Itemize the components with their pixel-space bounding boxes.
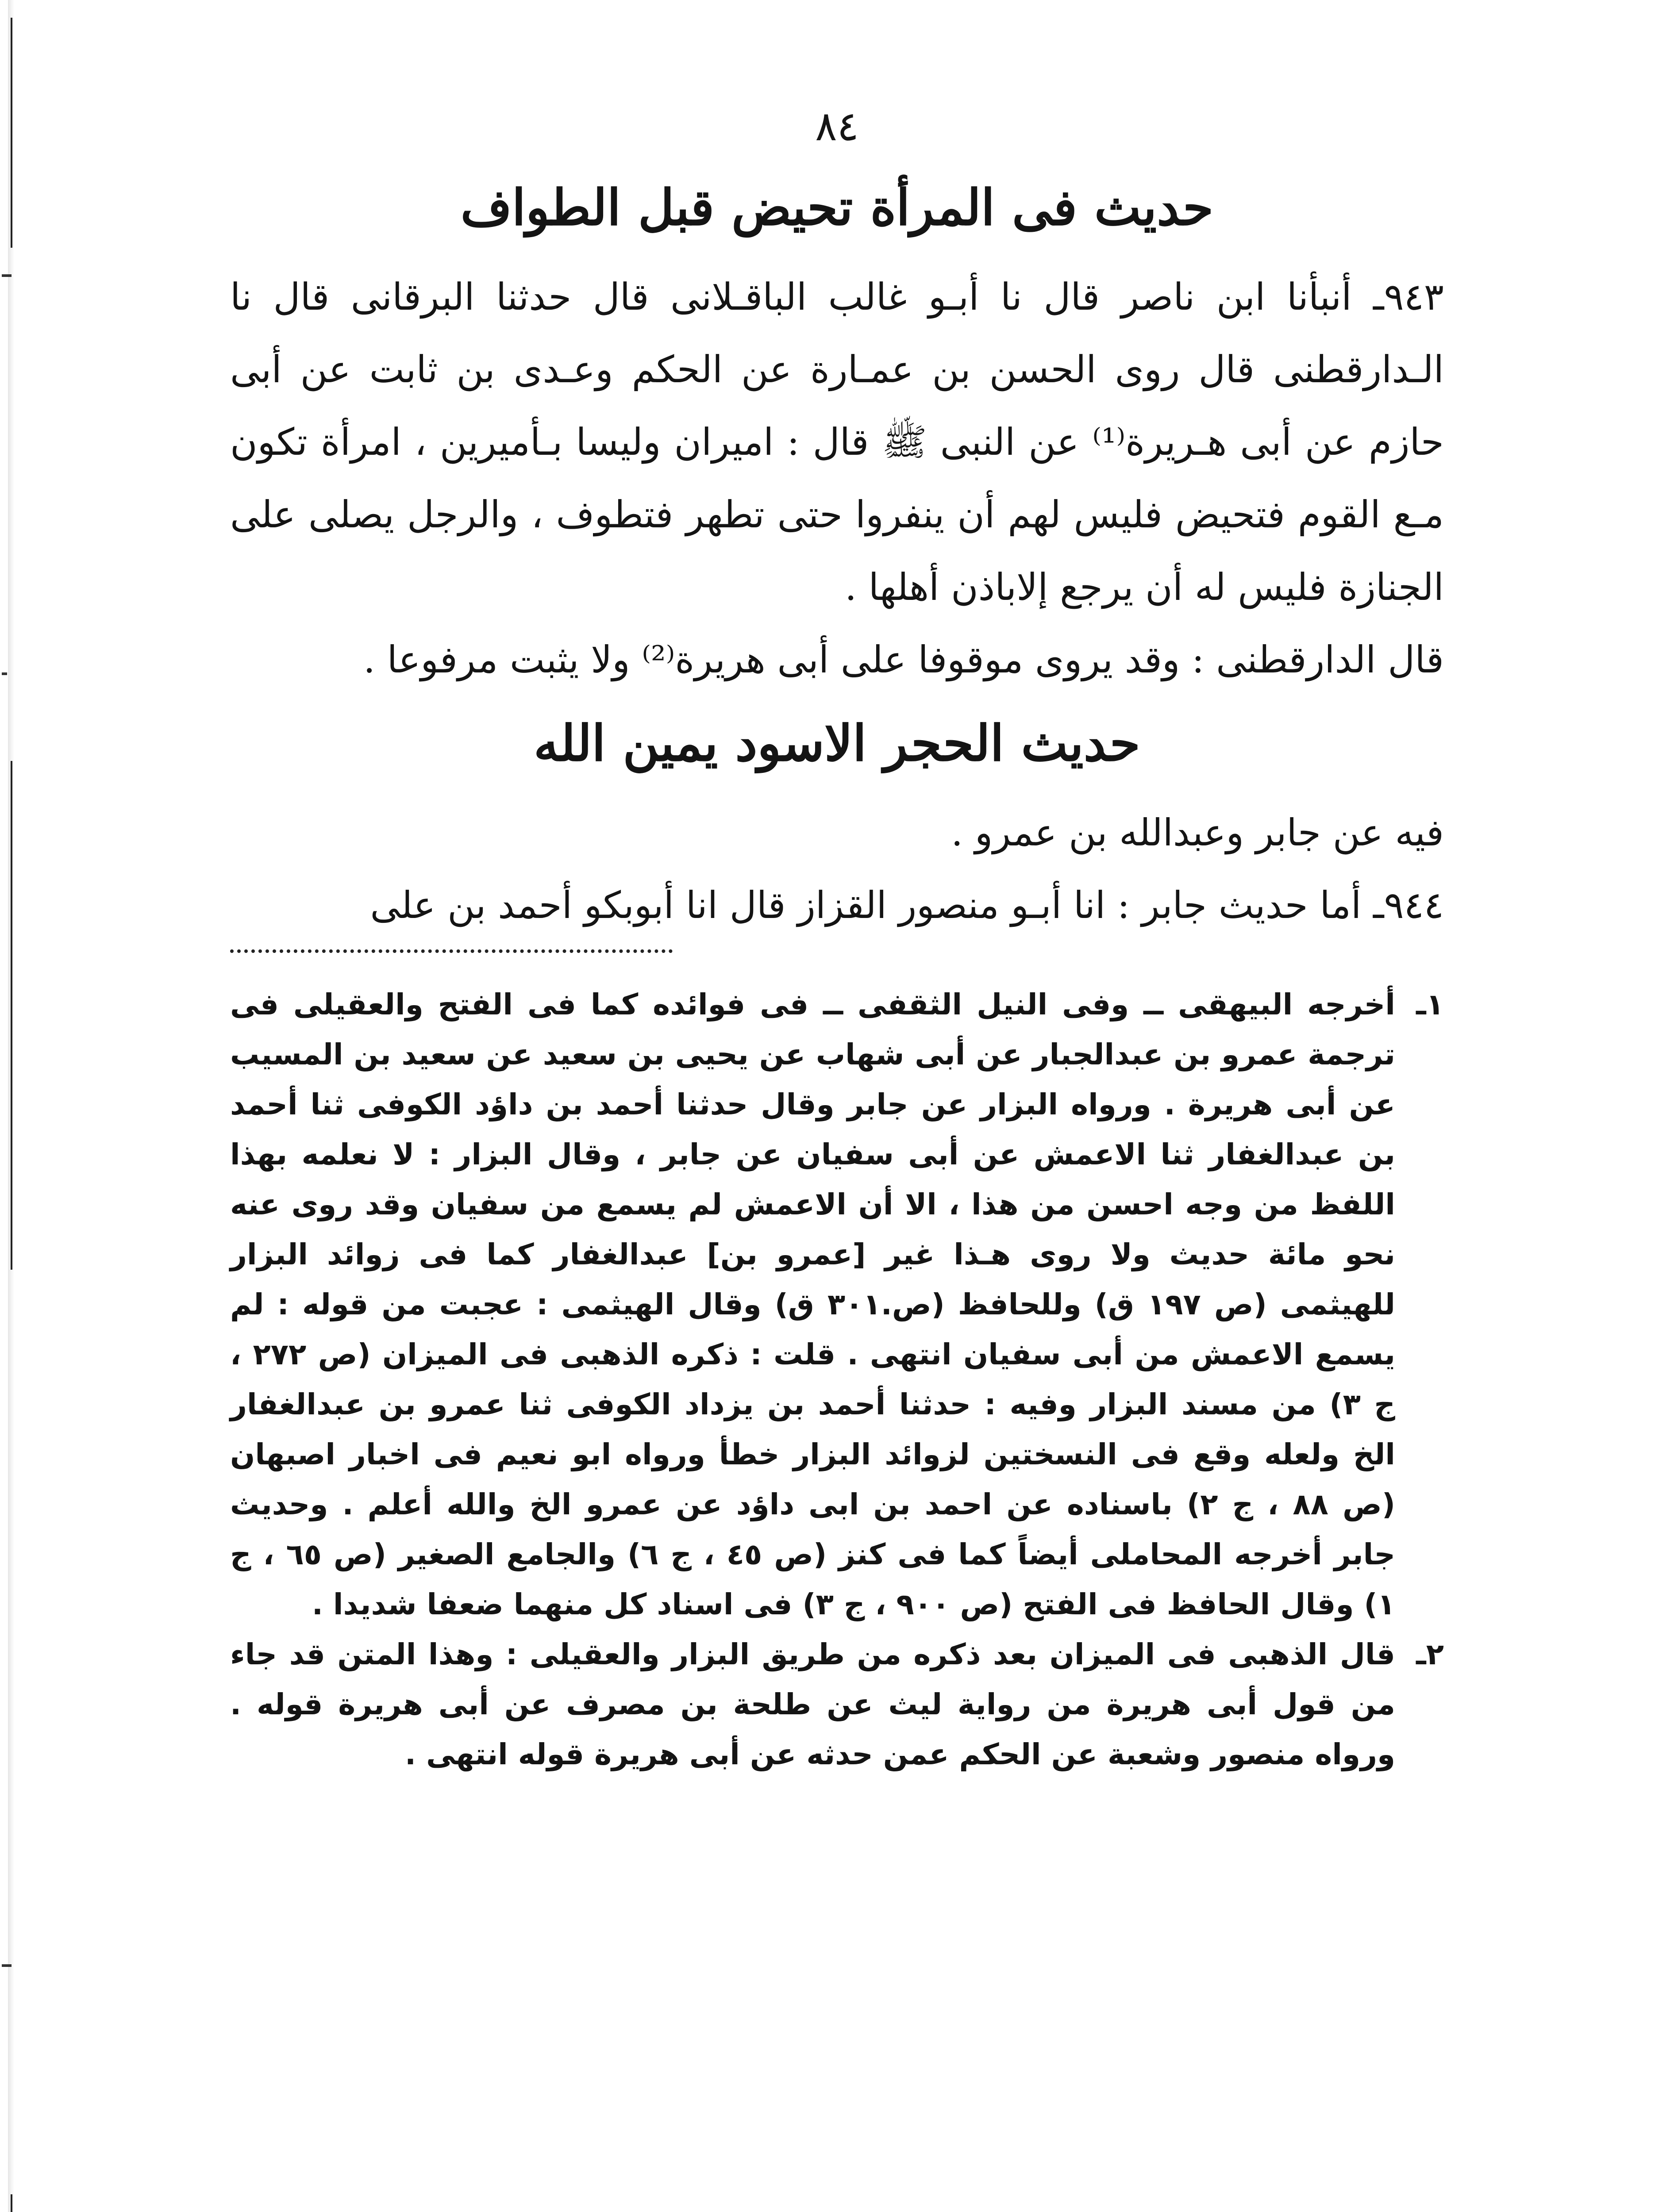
footnote-text: قال الذهبى فى الميزان بعد ذكره من طريق البزار والعقيلى : وهذا المتن قد جاء من قول أبى هريرة من رواية ليث عن طلحة بن مصرف عن أبى هريرة قوله . ورواه منصور وشعبة عن الحكم عمن حدثه عن أبى هريرة قوله انتهى . — [230, 1637, 1395, 1771]
daraqutni-comment: قال الدارقطنى : وقد يروى موقوفا على أبى هريرة⁽²⁾ ولا يثبت مرفوعا . — [363, 637, 1444, 681]
section-heading-2: حديث الحجر الاسود يمين الله — [534, 714, 1140, 772]
section-heading-1: حديث فى المرأة تحيض قبل الطواف — [460, 179, 1214, 237]
scan-edge-line — [11, 761, 12, 1270]
footnote-separator — [230, 949, 673, 953]
footnote-number: ٢ـ — [1416, 1637, 1444, 1671]
page-content — [230, 103, 1444, 1779]
hadith-paragraph-944: ٩٤٤ـ أما حديث جابر : انا أبـو منصور القزاز قال انا أبوبكو أحمد بن على — [370, 883, 1444, 927]
scan-edge-line — [11, 18, 12, 248]
page-number: ٨٤ — [815, 103, 859, 150]
footnote-item — [230, 1629, 1444, 1779]
scan-edge-mark — [2, 274, 12, 277]
footnote-text: أخرجه البيهقى ــ وفى النيل الثقفى ــ فى فوائده كما فى الفتح والعقيلى فى ترجمة عمرو بن عبدالجبار عن أبى شهاب عن يحيى بن سعيد عن سعيد بن المسيب عن أبى هريرة . ورواه البزار عن جابر وقال حدثنا أحمد بن داؤد الكوفى ثنا أحمد بن عبدالغفار ثنا الاعمش عن أبى سفيان عن جابر ، وقال البزار : لا نعلمه بهذا اللفظ من وجه احسن من هذا ، الا أن الاعمش لم يسمع من سفيان وقد روى عنه نحو مائة حديث ولا روى هـذا غير [عمرو بن] عبدالغفار كما فى زوائد البزار للهيثمى (ص ١٩٧ ق) وللحافظ (ص.٣٠١ ق) وقال الهيثمى : عجبت من قوله : لم يسمع الاعمش من أبى سفيان انتهى . قلت : ذكره الذهبى فى الميزان (ص ٢٧٢ ، ج ٣) من مسند البزار وفيه : حدثنا أحمد بن يزداد الكوفى ثنا عمرو بن عبدالغفار الخ ولعله وقع فى النسختين لزوائد البزار خطأ ورواه ابو نعيم فى اخبار اصبهان (ص ٨٨ ، ج ٢) باسناده عن احمد بن ابى داؤد عن عمرو الخ والله أعلم . وحديث جابر أخرجه المحاملى أيضاً كما فى كنز (ص ٤٥ ، ج ٦) والجامع الصغير (ص ٦٥ ، ج ١) وقال الحافظ فى الفتح (ص ٩٠٠ ، ج ٣) فى اسناد كل منهما ضعفا شديدا . — [230, 987, 1396, 1621]
scan-edge-mark — [2, 672, 7, 675]
hadith-paragraph-943: ٩٤٣ـ أنبأنا ابن ناصر قال نا أبـو غالب الباقـلانى قال حدثنا البرقانى قال نا الـدارقطنى قال روى الحسن بن عمـارة عن الحكم وعـدى بن ثابت عن أبى حازم عن أبى هـريرة⁽¹⁾ عن النبى ﷺ قال : اميران وليسا بـأميرين ، امرأة تكون مـع القوم فتحيض فليس لهم أن ينفروا حتى تطهر فتطوف ، والرجل يصلى على الجنازة فليس له أن يرجع إلاباذن أهلها . — [230, 275, 1444, 609]
scan-edge-mark — [2, 1964, 12, 1967]
footnote-number: ١ـ — [1416, 987, 1444, 1022]
footnotes — [230, 979, 1444, 1779]
scan-edge-line — [11, 2194, 12, 2212]
footnote-item — [230, 979, 1444, 1629]
narrators-note: فيه عن جابر وعبدالله بن عمرو . — [951, 810, 1444, 854]
